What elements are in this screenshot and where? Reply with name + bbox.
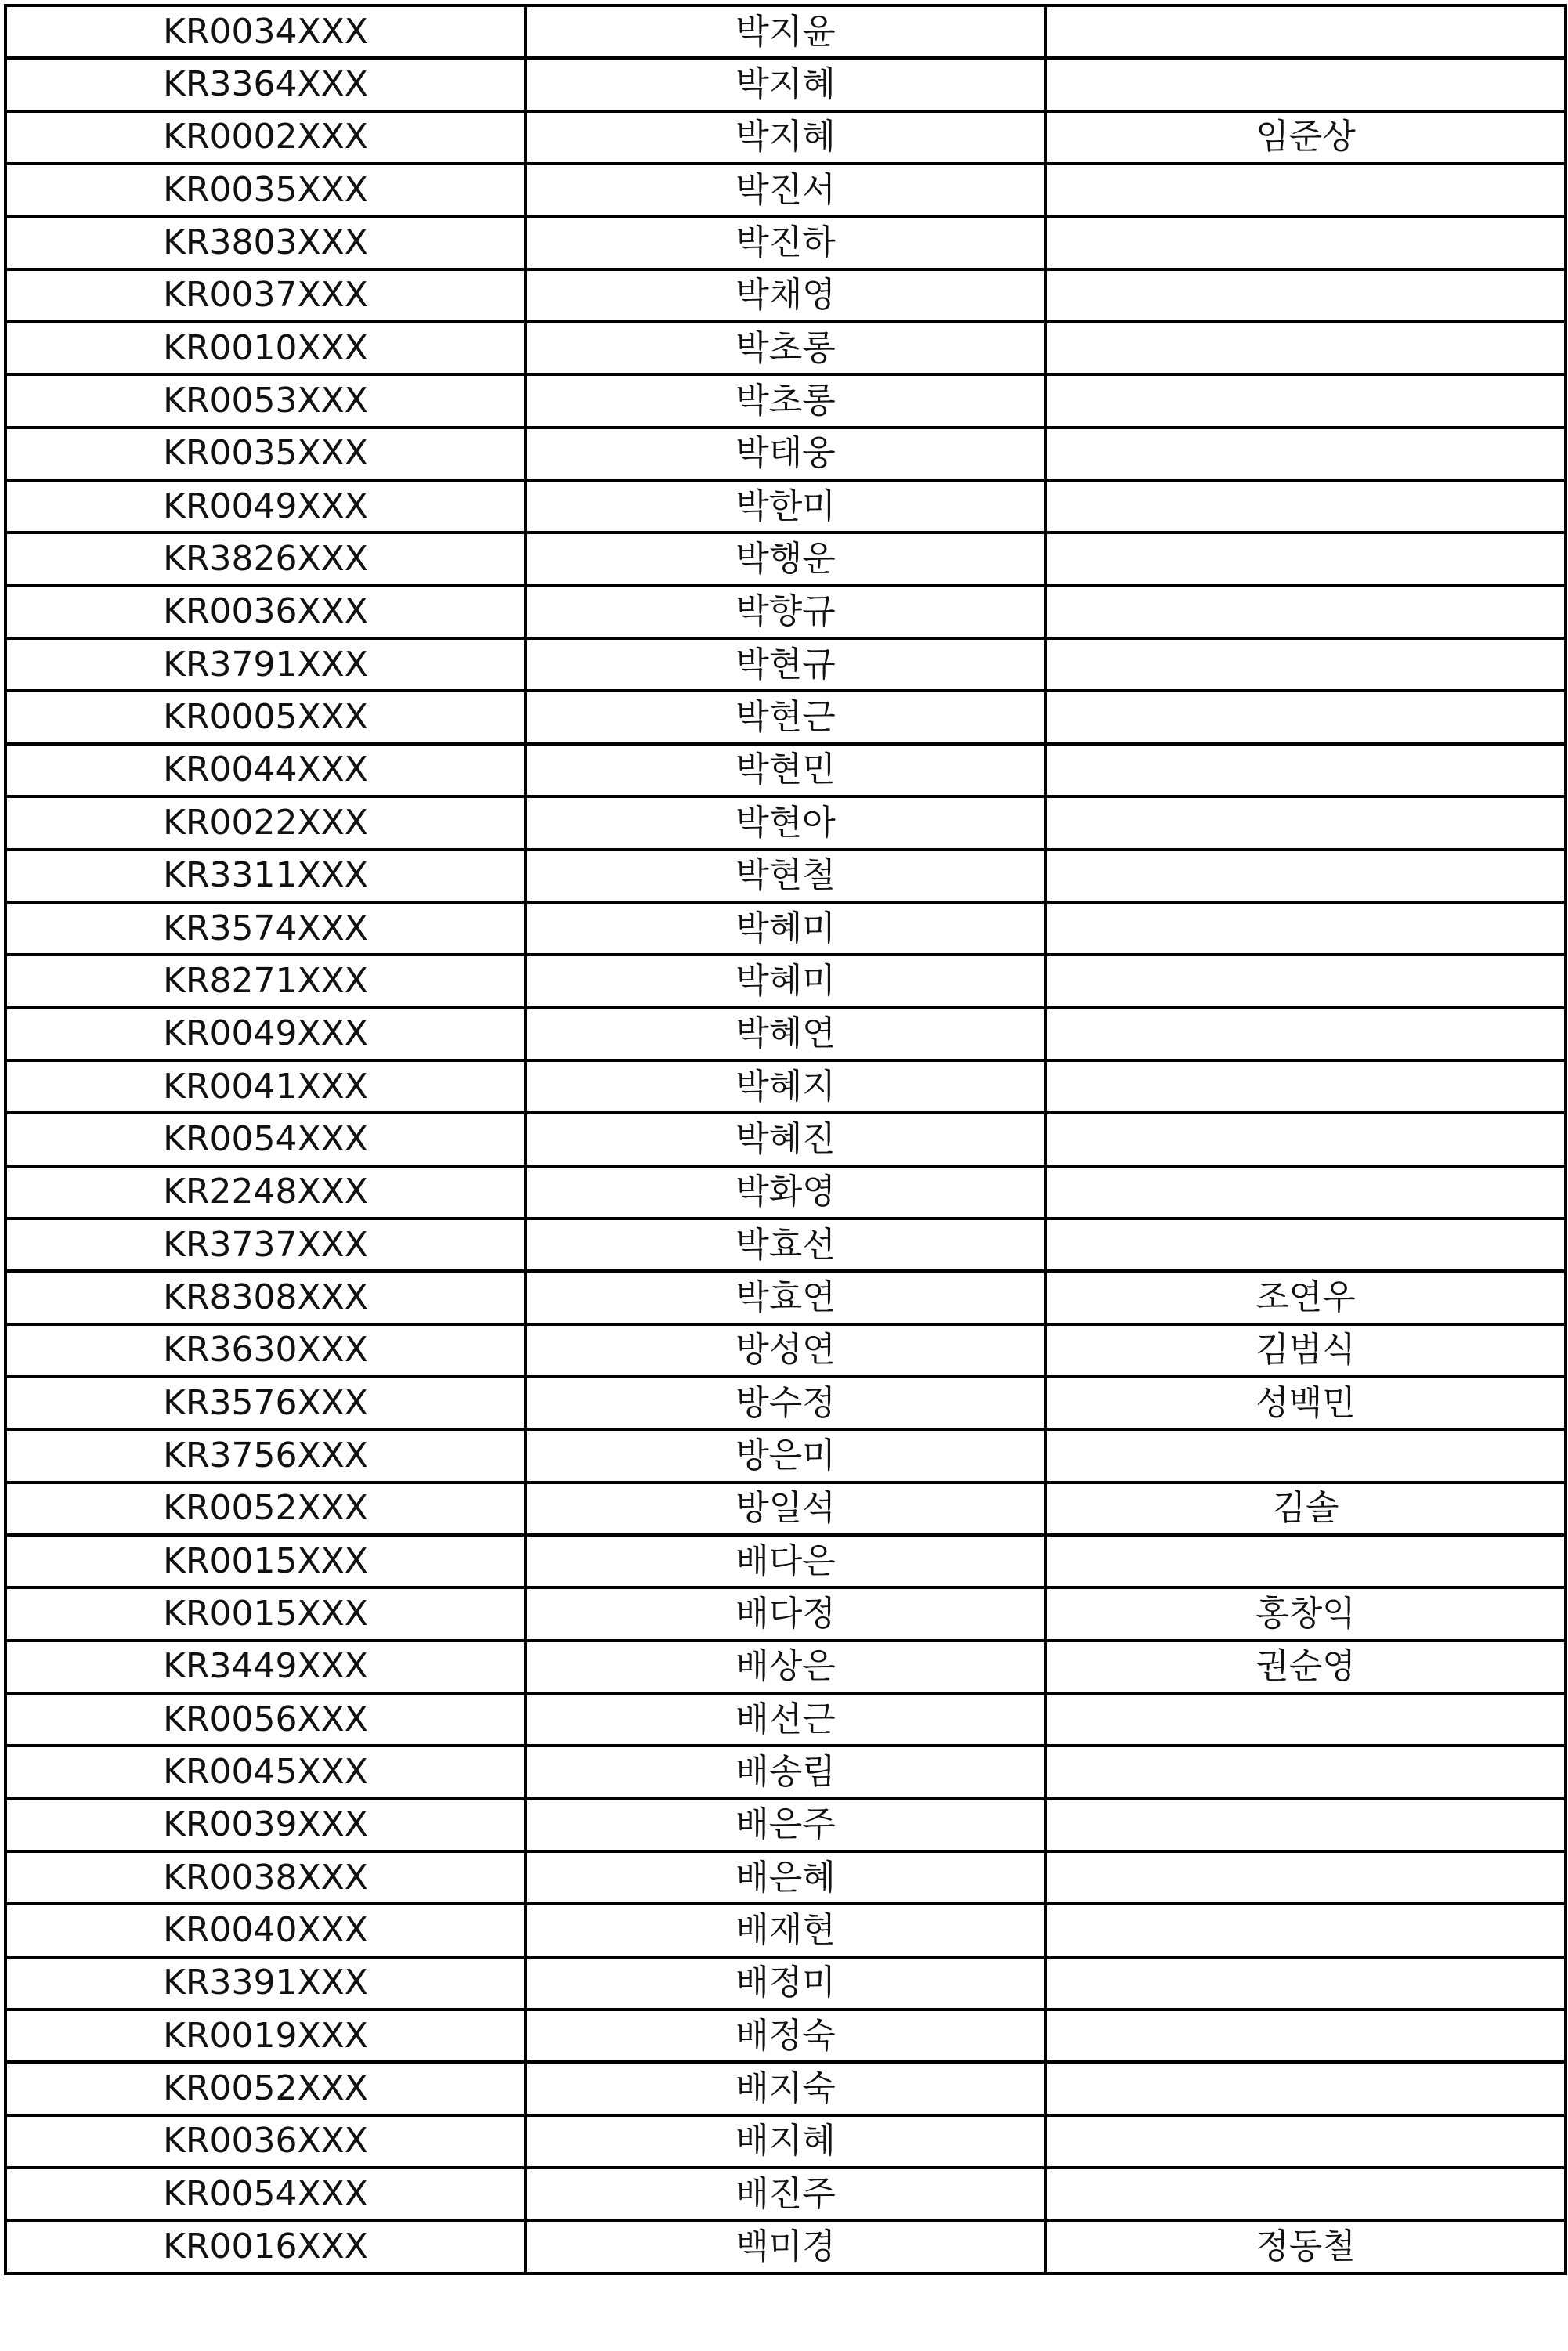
note-cell — [1046, 322, 1566, 374]
id-cell: KR0015XXX — [5, 1587, 526, 1640]
note-cell — [1046, 744, 1566, 796]
id-cell: KR0036XXX — [5, 2115, 526, 2168]
table-row — [5, 1904, 1566, 1956]
id-cell: KR0002XXX — [5, 111, 526, 164]
note-cell — [1046, 691, 1566, 743]
name-cell: 박효연 — [526, 1271, 1046, 1324]
id-cell: KR0037XXX — [5, 269, 526, 322]
table-row — [5, 1324, 1566, 1377]
id-cell: KR0054XXX — [5, 1113, 526, 1165]
id-cell: KR3737XXX — [5, 1219, 526, 1271]
id-cell: KR0038XXX — [5, 1851, 526, 1904]
note-cell — [1046, 1113, 1566, 1165]
table-row — [5, 1851, 1566, 1904]
id-cell: KR0016XXX — [5, 2220, 526, 2273]
name-cell: 박현근 — [526, 691, 1046, 743]
name-cell: 박태웅 — [526, 428, 1046, 480]
table-row — [5, 2010, 1566, 2062]
name-cell: 박초롱 — [526, 374, 1046, 427]
note-cell — [1046, 216, 1566, 269]
id-cell: KR3449XXX — [5, 1641, 526, 1693]
name-cell: 박진하 — [526, 216, 1046, 269]
table-row — [5, 1219, 1566, 1271]
note-cell — [1046, 1957, 1566, 2010]
table-row — [5, 955, 1566, 1007]
note-cell: 김솔 — [1046, 1482, 1566, 1535]
table-row — [5, 850, 1566, 902]
table-row — [5, 269, 1566, 322]
note-cell — [1046, 164, 1566, 216]
note-cell — [1046, 1429, 1566, 1482]
table-row — [5, 796, 1566, 849]
note-cell — [1046, 638, 1566, 691]
table-row — [5, 1693, 1566, 1746]
name-cell: 박진서 — [526, 164, 1046, 216]
id-cell: KR0056XXX — [5, 1693, 526, 1746]
name-cell: 배진주 — [526, 2168, 1046, 2220]
note-cell — [1046, 1535, 1566, 1587]
note-cell — [1046, 1219, 1566, 1271]
id-cell: KR0034XXX — [5, 5, 526, 58]
name-cell: 배송림 — [526, 1746, 1046, 1798]
note-cell: 정동철 — [1046, 2220, 1566, 2273]
id-cell: KR3574XXX — [5, 902, 526, 955]
table-row — [5, 1008, 1566, 1060]
note-cell — [1046, 850, 1566, 902]
id-cell: KR0053XXX — [5, 374, 526, 427]
id-cell: KR0052XXX — [5, 1482, 526, 1535]
table-row — [5, 1746, 1566, 1798]
id-cell: KR3791XXX — [5, 638, 526, 691]
name-cell: 방수정 — [526, 1377, 1046, 1429]
id-cell: KR0035XXX — [5, 428, 526, 480]
table-row — [5, 586, 1566, 638]
id-cell: KR3826XXX — [5, 533, 526, 585]
name-cell: 배지숙 — [526, 2062, 1046, 2114]
name-cell: 박혜미 — [526, 955, 1046, 1007]
table-row — [5, 374, 1566, 427]
table-row — [5, 1429, 1566, 1482]
id-cell: KR0049XXX — [5, 480, 526, 533]
name-cell: 박한미 — [526, 480, 1046, 533]
name-cell: 배상은 — [526, 1641, 1046, 1693]
id-cell: KR0035XXX — [5, 164, 526, 216]
name-cell: 배정숙 — [526, 2010, 1046, 2062]
table-row — [5, 638, 1566, 691]
table-row — [5, 1799, 1566, 1851]
id-cell: KR0019XXX — [5, 2010, 526, 2062]
table-row — [5, 5, 1566, 58]
name-cell: 백미경 — [526, 2220, 1046, 2273]
registry-table — [4, 4, 1567, 2275]
note-cell: 성백민 — [1046, 1377, 1566, 1429]
id-cell: KR8308XXX — [5, 1271, 526, 1324]
name-cell: 배다정 — [526, 1587, 1046, 1640]
table-row — [5, 322, 1566, 374]
table-row — [5, 164, 1566, 216]
table-row — [5, 1535, 1566, 1587]
name-cell: 박채영 — [526, 269, 1046, 322]
id-cell: KR0039XXX — [5, 1799, 526, 1851]
name-cell: 박초롱 — [526, 322, 1046, 374]
note-cell — [1046, 374, 1566, 427]
note-cell — [1046, 2010, 1566, 2062]
id-cell: KR0005XXX — [5, 691, 526, 743]
note-cell — [1046, 428, 1566, 480]
table-row — [5, 1587, 1566, 1640]
name-cell: 박지윤 — [526, 5, 1046, 58]
name-cell: 배지혜 — [526, 2115, 1046, 2168]
table-row — [5, 1271, 1566, 1324]
name-cell: 박혜지 — [526, 1060, 1046, 1113]
id-cell: KR0049XXX — [5, 1008, 526, 1060]
note-cell — [1046, 480, 1566, 533]
note-cell — [1046, 586, 1566, 638]
note-cell: 홍창익 — [1046, 1587, 1566, 1640]
note-cell — [1046, 1904, 1566, 1956]
name-cell: 배다은 — [526, 1535, 1046, 1587]
name-cell: 박혜연 — [526, 1008, 1046, 1060]
id-cell: KR0044XXX — [5, 744, 526, 796]
name-cell: 박지혜 — [526, 58, 1046, 110]
note-cell — [1046, 533, 1566, 585]
table-row — [5, 1060, 1566, 1113]
name-cell: 박현철 — [526, 850, 1046, 902]
note-cell: 조연우 — [1046, 1271, 1566, 1324]
table-row — [5, 1166, 1566, 1219]
id-cell: KR3391XXX — [5, 1957, 526, 2010]
note-cell — [1046, 1851, 1566, 1904]
id-cell: KR0022XXX — [5, 796, 526, 849]
id-cell: KR3756XXX — [5, 1429, 526, 1482]
note-cell — [1046, 2115, 1566, 2168]
id-cell: KR0036XXX — [5, 586, 526, 638]
name-cell: 박현민 — [526, 744, 1046, 796]
name-cell: 배재현 — [526, 1904, 1046, 1956]
note-cell — [1046, 1060, 1566, 1113]
table-row — [5, 111, 1566, 164]
name-cell: 박지혜 — [526, 111, 1046, 164]
name-cell: 박혜미 — [526, 902, 1046, 955]
table-row — [5, 1482, 1566, 1535]
table-row — [5, 1113, 1566, 1165]
note-cell — [1046, 2062, 1566, 2114]
note-cell — [1046, 58, 1566, 110]
name-cell: 방은미 — [526, 1429, 1046, 1482]
table-row — [5, 2062, 1566, 2114]
table-row — [5, 2168, 1566, 2220]
table-row — [5, 1957, 1566, 2010]
note-cell — [1046, 902, 1566, 955]
note-cell — [1046, 2168, 1566, 2220]
note-cell — [1046, 1008, 1566, 1060]
name-cell: 배은주 — [526, 1799, 1046, 1851]
name-cell: 박현규 — [526, 638, 1046, 691]
note-cell: 임준상 — [1046, 111, 1566, 164]
id-cell: KR3576XXX — [5, 1377, 526, 1429]
table-row — [5, 2115, 1566, 2168]
note-cell — [1046, 1166, 1566, 1219]
note-cell — [1046, 796, 1566, 849]
id-cell: KR3311XXX — [5, 850, 526, 902]
table-row — [5, 58, 1566, 110]
note-cell — [1046, 1746, 1566, 1798]
id-cell: KR0040XXX — [5, 1904, 526, 1956]
note-cell — [1046, 269, 1566, 322]
table-row — [5, 1377, 1566, 1429]
name-cell: 배정미 — [526, 1957, 1046, 2010]
name-cell: 배은혜 — [526, 1851, 1046, 1904]
id-cell: KR0015XXX — [5, 1535, 526, 1587]
name-cell: 박혜진 — [526, 1113, 1046, 1165]
note-cell — [1046, 5, 1566, 58]
id-cell: KR0041XXX — [5, 1060, 526, 1113]
table-row — [5, 691, 1566, 743]
name-cell: 박향규 — [526, 586, 1046, 638]
table-row — [5, 1641, 1566, 1693]
note-cell: 권순영 — [1046, 1641, 1566, 1693]
name-cell: 방일석 — [526, 1482, 1046, 1535]
table-row — [5, 216, 1566, 269]
note-cell — [1046, 1693, 1566, 1746]
table-row — [5, 2220, 1566, 2273]
id-cell: KR3803XXX — [5, 216, 526, 269]
table-row — [5, 902, 1566, 955]
note-cell — [1046, 955, 1566, 1007]
registry-table-body — [5, 5, 1566, 2273]
id-cell: KR2248XXX — [5, 1166, 526, 1219]
name-cell: 방성연 — [526, 1324, 1046, 1377]
name-cell: 박효선 — [526, 1219, 1046, 1271]
note-cell — [1046, 1799, 1566, 1851]
id-cell: KR3630XXX — [5, 1324, 526, 1377]
name-cell: 박화영 — [526, 1166, 1046, 1219]
name-cell: 박현아 — [526, 796, 1046, 849]
id-cell: KR0054XXX — [5, 2168, 526, 2220]
table-row — [5, 744, 1566, 796]
table-row — [5, 428, 1566, 480]
note-cell: 김범식 — [1046, 1324, 1566, 1377]
table-row — [5, 533, 1566, 585]
name-cell: 박행운 — [526, 533, 1046, 585]
id-cell: KR0010XXX — [5, 322, 526, 374]
table-row — [5, 480, 1566, 533]
id-cell: KR0045XXX — [5, 1746, 526, 1798]
id-cell: KR8271XXX — [5, 955, 526, 1007]
id-cell: KR0052XXX — [5, 2062, 526, 2114]
name-cell: 배선근 — [526, 1693, 1046, 1746]
id-cell: KR3364XXX — [5, 58, 526, 110]
